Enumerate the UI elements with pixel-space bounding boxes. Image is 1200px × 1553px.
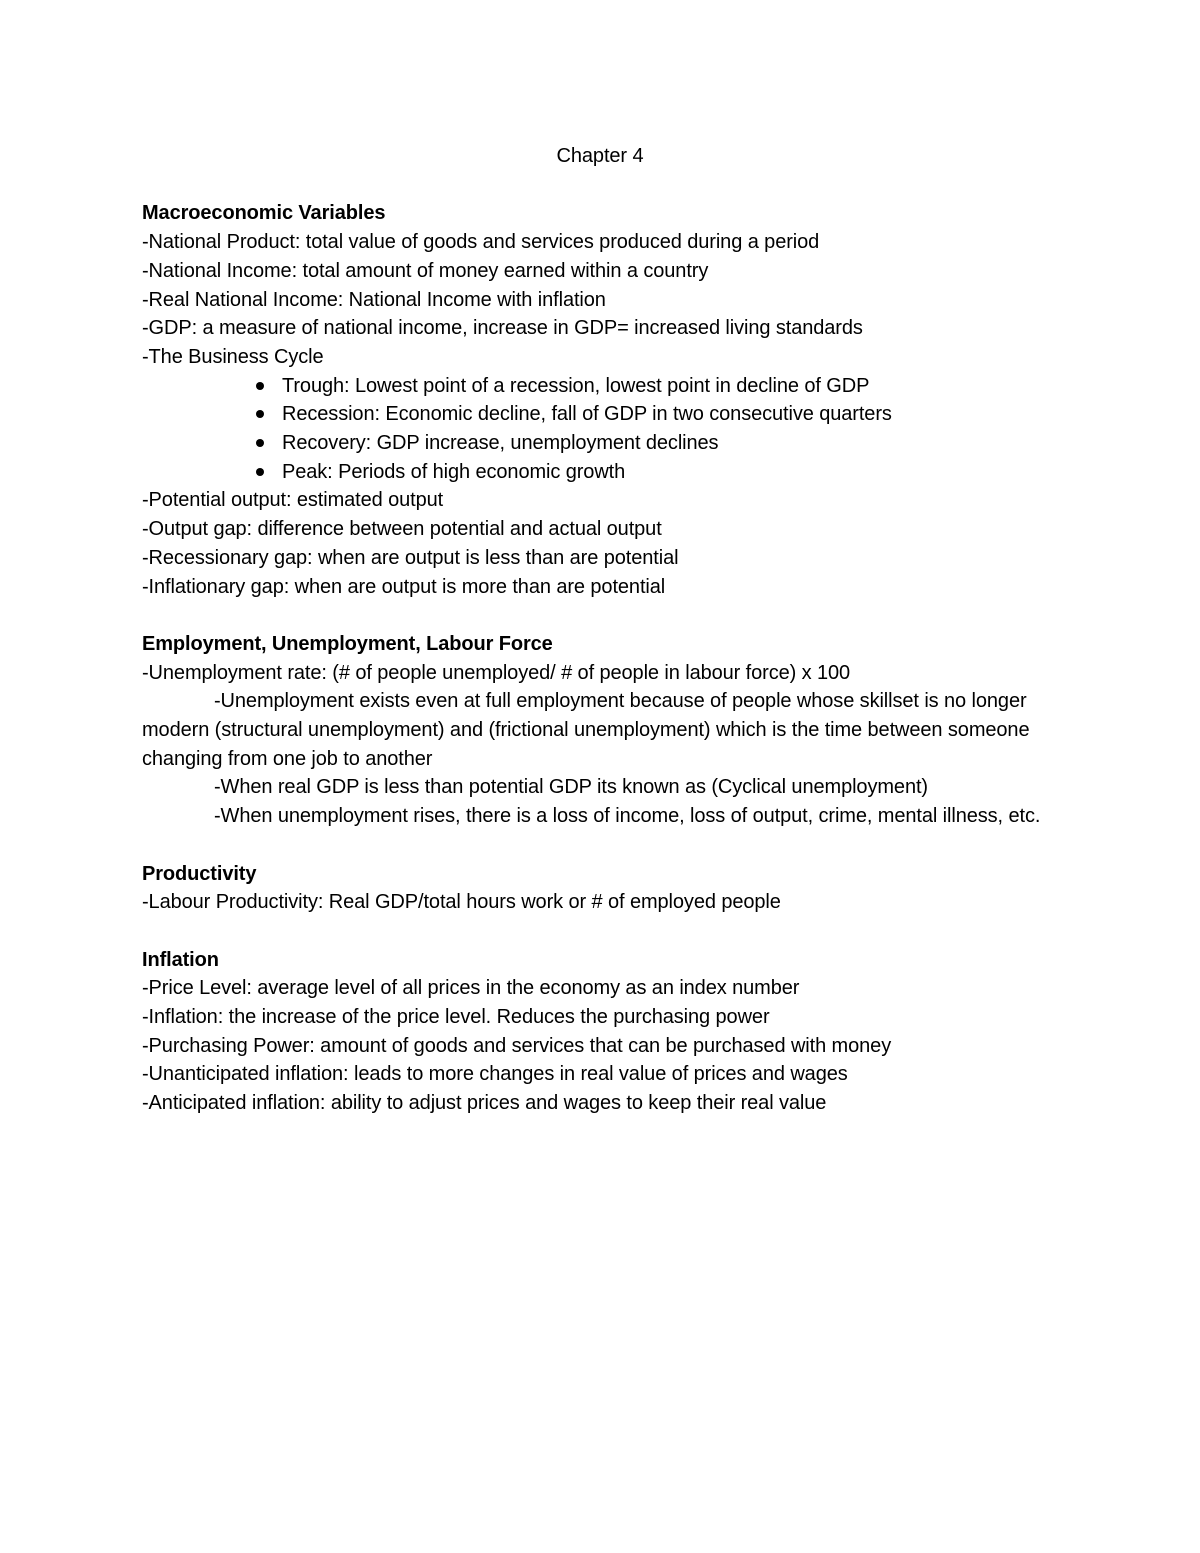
blank-line — [142, 917, 1042, 946]
section-productivity — [142, 860, 1042, 917]
list-item — [142, 372, 1042, 401]
text-line: -Purchasing Power: amount of goods and services that can be purchased with money — [142, 1034, 892, 1057]
list-item-text: Trough: Lowest point of a recession, lowest point in decline of GDP — [282, 374, 870, 397]
section-inflation — [142, 946, 1042, 1118]
list-item — [142, 400, 1042, 429]
text-line: -Inflationary gap: when are output is more than are potential — [142, 575, 666, 598]
text-line: -Anticipated inflation: ability to adjust prices and wages to keep their real value — [142, 1092, 827, 1115]
section-heading: Inflation — [142, 948, 219, 971]
text-line: -Price Level: average level of all prices in the economy as an index number — [142, 977, 800, 1000]
bullet-icon — [256, 439, 264, 447]
section-employment — [142, 630, 1042, 831]
text-line: -The Business Cycle — [142, 345, 324, 368]
indented-paragraph: -Unemployment exists even at full employment because of people whose skillset is no longer modern (structural unemployment) and (frictional unemployment) which is the time between someone changing from one job to another — [142, 690, 1030, 770]
text-line: -Inflation: the increase of the price level. Reduces the purchasing power — [142, 1006, 770, 1029]
document-title: Chapter 4 — [556, 145, 644, 167]
section-heading: Productivity — [142, 862, 257, 885]
text-line: -National Product: total value of goods and services produced during a period — [142, 231, 820, 254]
section-heading: Employment, Unemployment, Labour Force — [142, 632, 553, 655]
bullet-icon — [256, 468, 264, 476]
list-item — [142, 458, 1042, 487]
list-item-text: Recession: Economic decline, fall of GDP in two consecutive quarters — [282, 403, 892, 426]
section-heading: Macroeconomic Variables — [142, 202, 386, 225]
list-item — [142, 429, 1042, 458]
text-line: -Unanticipated inflation: leads to more changes in real value of prices and wages — [142, 1063, 848, 1086]
text-line: -GDP: a measure of national income, increase in GDP= increased living standards — [142, 317, 863, 340]
text-line: -Output gap: difference between potential and actual output — [142, 518, 662, 541]
bullet-icon — [256, 410, 264, 418]
text-line: -National Income: total amount of money earned within a country — [142, 259, 709, 282]
text-line: -Real National Income: National Income with inflation — [142, 288, 606, 311]
indented-paragraph: -When real GDP is less than potential GDP its known as (Cyclical unemployment) — [214, 776, 928, 799]
blank-line — [142, 831, 1042, 860]
list-item-text: Recovery: GDP increase, unemployment declines — [282, 432, 719, 455]
text-line: -Recessionary gap: when are output is less than are potential — [142, 546, 679, 569]
text-line: -Unemployment rate: (# of people unemployed/ # of people in labour force) x 100 — [142, 661, 851, 684]
section-macroeconomic-variables — [142, 199, 1042, 601]
list-item-text: Peak: Periods of high economic growth — [282, 460, 626, 483]
blank-line — [142, 601, 1042, 630]
text-line: -Labour Productivity: Real GDP/total hours work or # of employed people — [142, 891, 781, 914]
business-cycle-list — [142, 372, 1042, 487]
text-line: -Potential output: estimated output — [142, 489, 444, 512]
indented-paragraph: -When unemployment rises, there is a loss of income, loss of output, crime, mental illness, etc. — [214, 805, 1041, 828]
bullet-icon — [256, 382, 264, 390]
document-body — [142, 142, 1042, 1118]
